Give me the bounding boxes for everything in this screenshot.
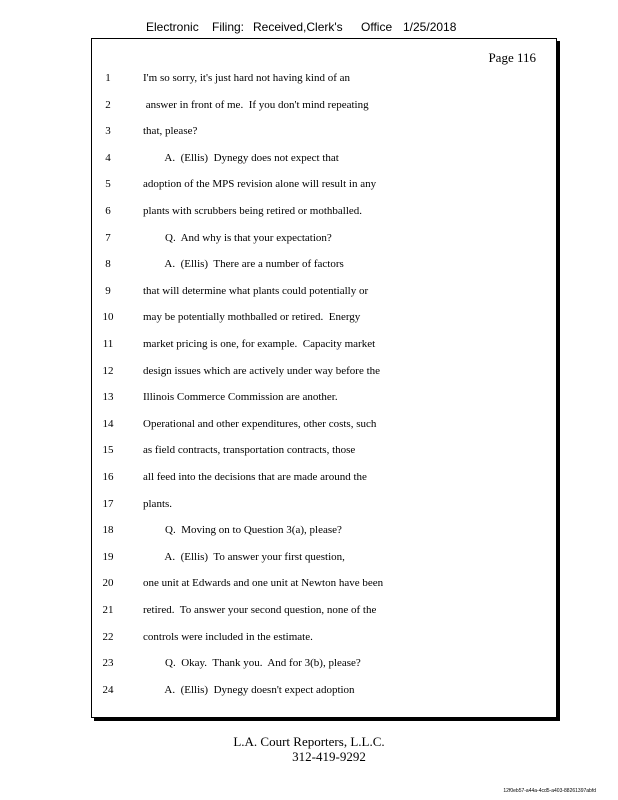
header-filing: Filing:: [212, 20, 245, 34]
line-text: A. (Ellis) To answer your first question,: [143, 550, 345, 563]
line-number: 11: [102, 338, 114, 350]
transcript-line: [0, 496, 618, 512]
filing-header: [0, 20, 618, 36]
transcript-line: [0, 309, 618, 325]
transcript-line: [0, 70, 618, 86]
transcript-line: [0, 389, 618, 405]
line-text: one unit at Edwards and one unit at Newton have been: [143, 577, 384, 590]
line-text: adoption of the MPS revision alone will result in any: [143, 178, 377, 191]
line-number: 6: [105, 205, 111, 217]
transcript-line: [0, 336, 618, 352]
line-text: retired. To answer your second question, none of the: [143, 604, 377, 616]
line-number: 24: [102, 683, 114, 696]
transcript-line: [0, 176, 618, 192]
line-number: 14: [102, 417, 114, 430]
transcript-line: [0, 283, 618, 299]
line-text: Q. And why is that your expectation?: [143, 231, 332, 244]
line-number: 15: [102, 444, 114, 457]
transcript-line: [0, 203, 618, 219]
line-number: 20: [102, 577, 114, 590]
line-text: all feed into the decisions that are made around the: [143, 471, 367, 483]
line-text: A. (Ellis) Dynegy does not expect that: [143, 151, 339, 164]
line-number: 12: [102, 364, 114, 377]
line-number: 5: [105, 178, 111, 191]
line-number: 10: [102, 311, 114, 324]
line-text: plants.: [143, 497, 173, 510]
transcript-line: [0, 682, 618, 698]
transcript-line: [0, 230, 618, 246]
transcript-line: [0, 602, 618, 618]
line-number: 9: [105, 284, 111, 297]
line-number: 19: [102, 550, 114, 563]
line-text: answer in front of me. If you don't mind repeating: [143, 98, 369, 111]
transcript-line: [0, 575, 618, 591]
line-text: plants with scrubbers being retired or mothballed.: [143, 205, 363, 217]
transcript-line: [0, 150, 618, 166]
line-text: that will determine what plants could potentially or: [143, 284, 369, 297]
header-electronic: Electronic: [146, 20, 199, 34]
line-number: 1: [105, 72, 111, 84]
header-date: 1/25/2018: [403, 20, 457, 34]
line-number: 18: [102, 524, 114, 537]
line-text: Q. Moving on to Question 3(a), please?: [143, 524, 342, 537]
line-text: A. (Ellis) Dynegy doesn't expect adoption: [143, 683, 355, 696]
line-text: as field contracts, transportation contracts, those: [143, 444, 356, 457]
transcript-line: [0, 549, 618, 565]
line-text: market pricing is one, for example. Capacity market: [143, 338, 376, 350]
header-received-clerks: Received,Clerk's: [253, 20, 343, 34]
document-id: 12f0eb57-a44a-4cd5-a403-88261397abfd: [503, 788, 596, 794]
footer: [0, 734, 618, 764]
footer-phone: 312-419-9292: [292, 749, 366, 764]
transcript-line: [0, 522, 618, 538]
line-number: 7: [105, 231, 111, 244]
line-text: I'm so sorry, it's just hard not having kind of an: [143, 72, 351, 84]
line-number: 16: [102, 471, 114, 483]
line-number: 13: [102, 391, 114, 404]
line-number: 8: [105, 258, 111, 271]
transcript-line: [0, 442, 618, 458]
line-text: Illinois Commerce Commission are another.: [143, 391, 338, 404]
transcript-line: [0, 469, 618, 485]
line-number: 2: [105, 98, 111, 111]
line-number: 3: [105, 125, 111, 138]
line-number: 4: [105, 151, 111, 164]
line-text: Operational and other expenditures, other costs, such: [143, 417, 377, 430]
line-text: may be potentially mothballed or retired. Energy: [143, 311, 361, 324]
line-number: 17: [102, 497, 114, 510]
transcript-line: [0, 416, 618, 432]
line-number: 23: [102, 657, 114, 670]
line-text: that, please?: [143, 125, 198, 138]
footer-company: L.A. Court Reporters, L.L.C.: [233, 734, 385, 749]
transcript-line: [0, 655, 618, 671]
header-office: Office: [361, 20, 393, 34]
transcript-line: [0, 97, 618, 113]
page-number: Page 116: [488, 50, 536, 65]
line-text: Q. Okay. Thank you. And for 3(b), please?: [143, 657, 361, 670]
line-number: 22: [102, 630, 114, 643]
transcript-line: [0, 629, 618, 645]
transcript-line: [0, 363, 618, 379]
line-number: 21: [102, 604, 114, 616]
line-text: design issues which are actively under way before the: [143, 364, 381, 377]
transcript-line: [0, 123, 618, 139]
line-text: controls were included in the estimate.: [143, 630, 313, 643]
transcript-line: [0, 256, 618, 272]
line-text: A. (Ellis) There are a number of factors: [143, 258, 344, 271]
